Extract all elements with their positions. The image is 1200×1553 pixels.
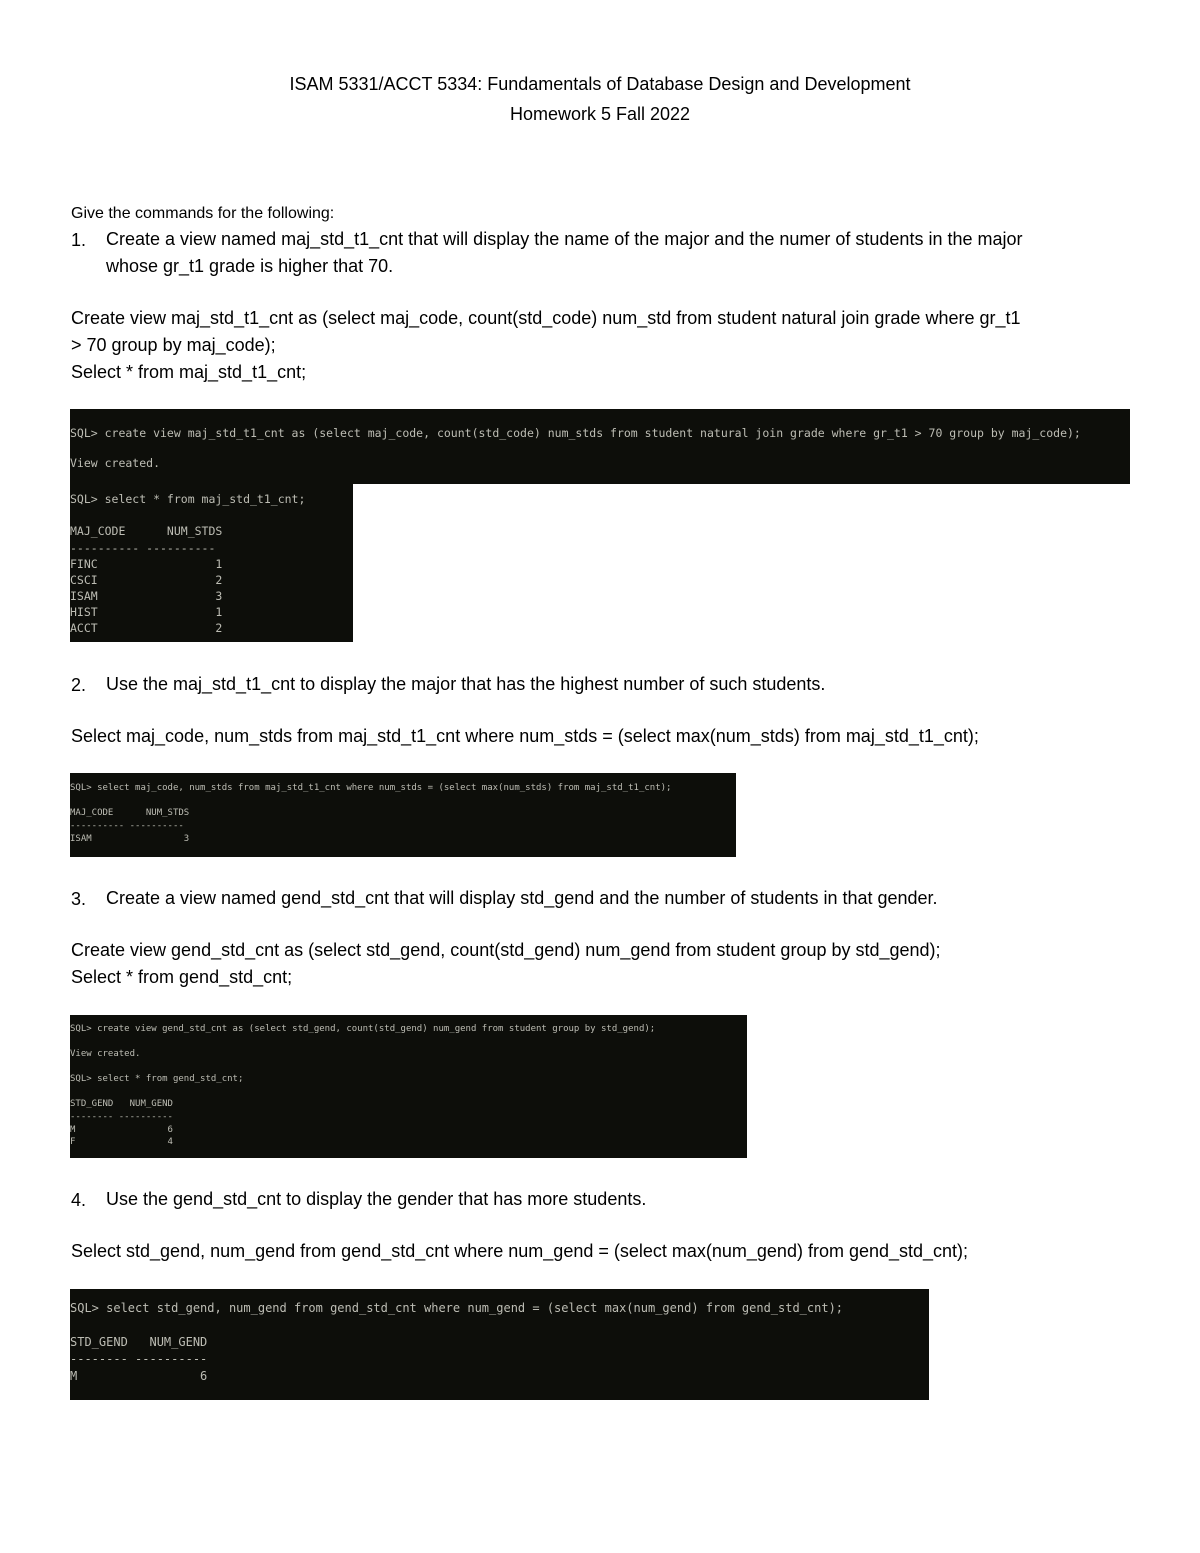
page-subtitle: Homework 5 Fall 2022 — [509, 104, 691, 124]
q2-text: Use the maj_std_t1_cnt to display the major that has the highest number of such students. — [106, 674, 826, 694]
q4-text: Use the gend_std_cnt to display the gender that has more students. — [106, 1189, 647, 1209]
terminal-line: ACCT 2 — [70, 621, 223, 635]
q3-terminal — [70, 1015, 747, 1158]
terminal-line: -------- ---------- — [70, 1352, 208, 1366]
terminal-line: CSCI 2 — [70, 573, 223, 587]
q4-answer: Select std_gend, num_gend from gend_std_cnt where num_gend = (select max(num_gend) from gend_std_cnt); — [71, 1241, 969, 1261]
q3-answer-line1: Create view gend_std_cnt as (select std_gend, count(std_gend) num_gend from student group by std_gend); — [71, 940, 941, 960]
terminal-line: MAJ_CODE NUM_STDS — [70, 808, 190, 818]
q1-text-line1: Create a view named maj_std_t1_cnt that will display the name of the major and the numer of students in the major — [106, 229, 1023, 249]
q2-answer: Select maj_code, num_stds from maj_std_t1_cnt where num_stds = (select max(num_stds) from maj_std_t1_cnt); — [71, 726, 979, 746]
terminal-line: STD_GEND NUM_GEND — [70, 1099, 173, 1109]
terminal-line: SQL> create view gend_std_cnt as (select std_gend, count(std_gend) num_gend from student group by std_gend); — [70, 1024, 656, 1034]
terminal-line: M 6 — [70, 1369, 208, 1383]
terminal-line: SQL> select std_gend, num_gend from gend_std_cnt where num_gend = (select max(num_gend) from gend_std_cnt); — [70, 1301, 844, 1315]
terminal-line: HIST 1 — [70, 605, 223, 619]
q3-number: 3. — [71, 889, 87, 909]
terminal-line: ISAM 3 — [70, 834, 190, 844]
q4-terminal — [70, 1289, 929, 1400]
terminal-line: -------- ---------- — [70, 1112, 173, 1122]
terminal-line: M 6 — [70, 1125, 173, 1135]
terminal-line: SQL> select * from gend_std_cnt; — [70, 1074, 244, 1084]
q1-answer-line1: Create view maj_std_t1_cnt as (select maj_code, count(std_code) num_std from student natural join grade where gr_t1 — [71, 308, 1021, 328]
q1-terminal-result — [70, 484, 353, 642]
q3-answer-line2: Select * from gend_std_cnt; — [71, 967, 293, 987]
q4-number: 4. — [71, 1190, 87, 1210]
q1-answer-line3: Select * from maj_std_t1_cnt; — [71, 362, 307, 382]
q3-text: Create a view named gend_std_cnt that will display std_gend and the number of students in that gender. — [106, 888, 938, 908]
terminal-line: STD_GEND NUM_GEND — [70, 1335, 208, 1349]
terminal-line: MAJ_CODE NUM_STDS — [70, 524, 223, 538]
terminal-line: SQL> select maj_code, num_stds from maj_std_t1_cnt where num_stds = (select max(num_stds) from maj_std_t1_cnt); — [70, 783, 672, 793]
q2-terminal — [70, 773, 736, 857]
terminal-line: SQL> select * from maj_std_t1_cnt; — [70, 492, 306, 506]
q1-text-line2: whose gr_t1 grade is higher that 70. — [106, 256, 394, 276]
terminal-line: F 4 — [70, 1137, 173, 1147]
page-title: ISAM 5331/ACCT 5334: Fundamentals of Database Design and Development — [289, 74, 911, 94]
q1-terminal-top — [70, 409, 1130, 484]
q1-answer-line2: > 70 group by maj_code); — [71, 335, 276, 355]
terminal-line: ---------- ---------- — [70, 541, 216, 555]
terminal-line: SQL> create view maj_std_t1_cnt as (select maj_code, count(std_code) num_stds from student natural join grade where gr_t1 > 70 group by maj_code); — [70, 426, 1081, 440]
terminal-line: FINC 1 — [70, 557, 223, 571]
terminal-line: View created. — [70, 456, 161, 470]
terminal-line: ISAM 3 — [70, 589, 223, 603]
q1-number: 1. — [71, 230, 87, 250]
terminal-line: View created. — [70, 1049, 141, 1059]
intro-text: Give the commands for the following: — [71, 205, 335, 222]
q2-number: 2. — [71, 675, 87, 695]
terminal-line: ---------- ---------- — [70, 821, 184, 831]
